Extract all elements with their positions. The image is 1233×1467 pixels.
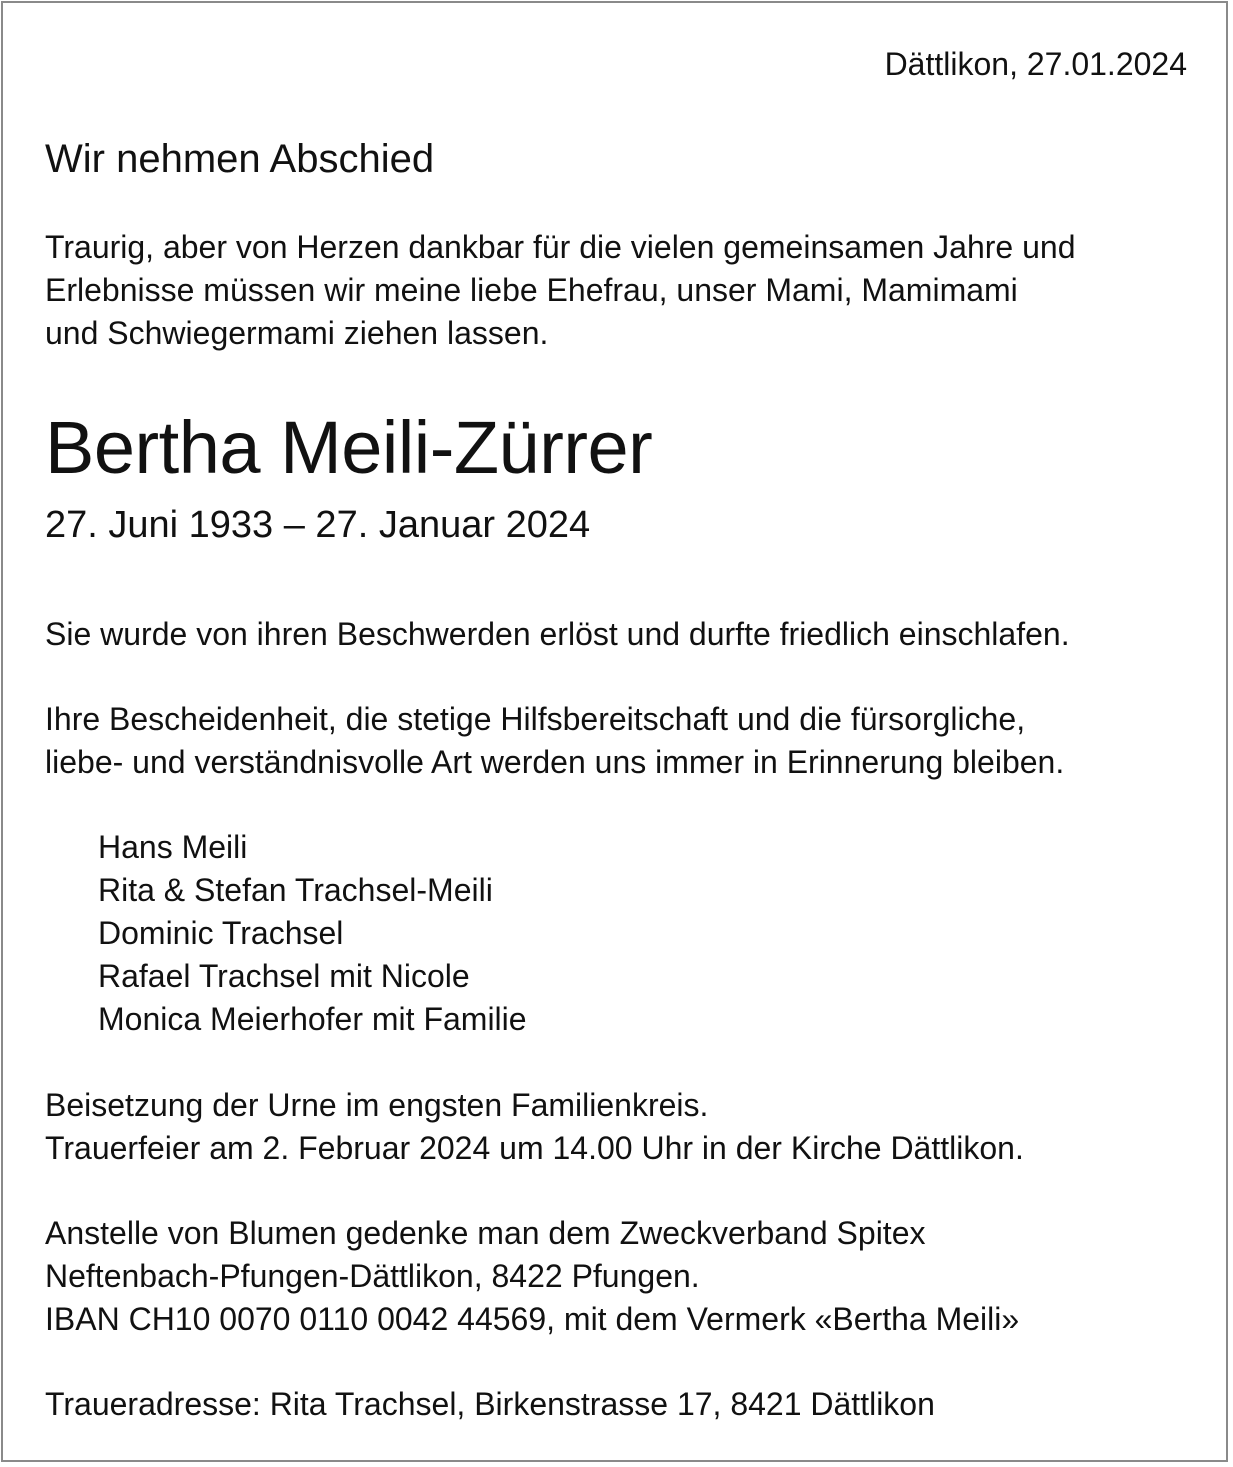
mourner-item: Rita & Stefan Trachsel-Meili — [98, 872, 493, 908]
relief-text: Sie wurde von ihren Beschwerden erlöst und durfte friedlich einschlafen. — [45, 616, 1070, 652]
ceremony-line: Trauerfeier am 2. Februar 2024 um 14.00 Uhr in der Kirche Dättlikon. — [45, 1130, 1024, 1166]
intro-paragraph — [45, 226, 1076, 355]
intro-line: Traurig, aber von Herzen dankbar für die vielen gemeinsamen Jahre und — [45, 229, 1076, 265]
mourner-item: Monica Meierhofer mit Familie — [98, 1001, 527, 1037]
mourner-item: Dominic Trachsel — [98, 915, 344, 951]
intro-line: und Schwiegermami ziehen lassen. — [45, 315, 549, 351]
life-dates: 27. Juni 1933 – 27. Januar 2024 — [45, 504, 591, 546]
mourner-item: Hans Meili — [98, 829, 248, 865]
intro-line: Erlebnisse müssen wir meine liebe Ehefrau, unser Mami, Mamimami — [45, 272, 1018, 308]
memory-paragraph — [45, 698, 1064, 784]
mourner-item: Rafael Trachsel mit Nicole — [98, 958, 470, 994]
mourning-address: Traueradresse: Rita Trachsel, Birkenstrasse 17, 8421 Dättlikon — [45, 1386, 935, 1422]
mourners-list — [98, 826, 527, 1041]
donation-line: Anstelle von Blumen gedenke man dem Zweckverband Spitex — [45, 1215, 926, 1251]
donation-paragraph — [45, 1212, 1019, 1341]
memory-line: Ihre Bescheidenheit, die stetige Hilfsbereitschaft und die fürsorgliche, — [45, 701, 1026, 737]
ceremony-paragraph — [45, 1084, 1024, 1170]
headline: Wir nehmen Abschied — [45, 137, 435, 181]
deceased-name: Bertha Meili-Zürrer — [45, 406, 653, 489]
memory-line: liebe- und verständnisvolle Art werden uns immer in Erinnerung bleiben. — [45, 744, 1065, 780]
place-date: Dättlikon, 27.01.2024 — [884, 46, 1187, 82]
donation-line: Neftenbach-Pfungen-Dättlikon, 8422 Pfungen. — [45, 1258, 700, 1294]
donation-iban-line: IBAN CH10 0070 0110 0042 44569, mit dem Vermerk «Bertha Meili» — [45, 1301, 1020, 1337]
ceremony-line: Beisetzung der Urne im engsten Familienkreis. — [45, 1087, 709, 1123]
